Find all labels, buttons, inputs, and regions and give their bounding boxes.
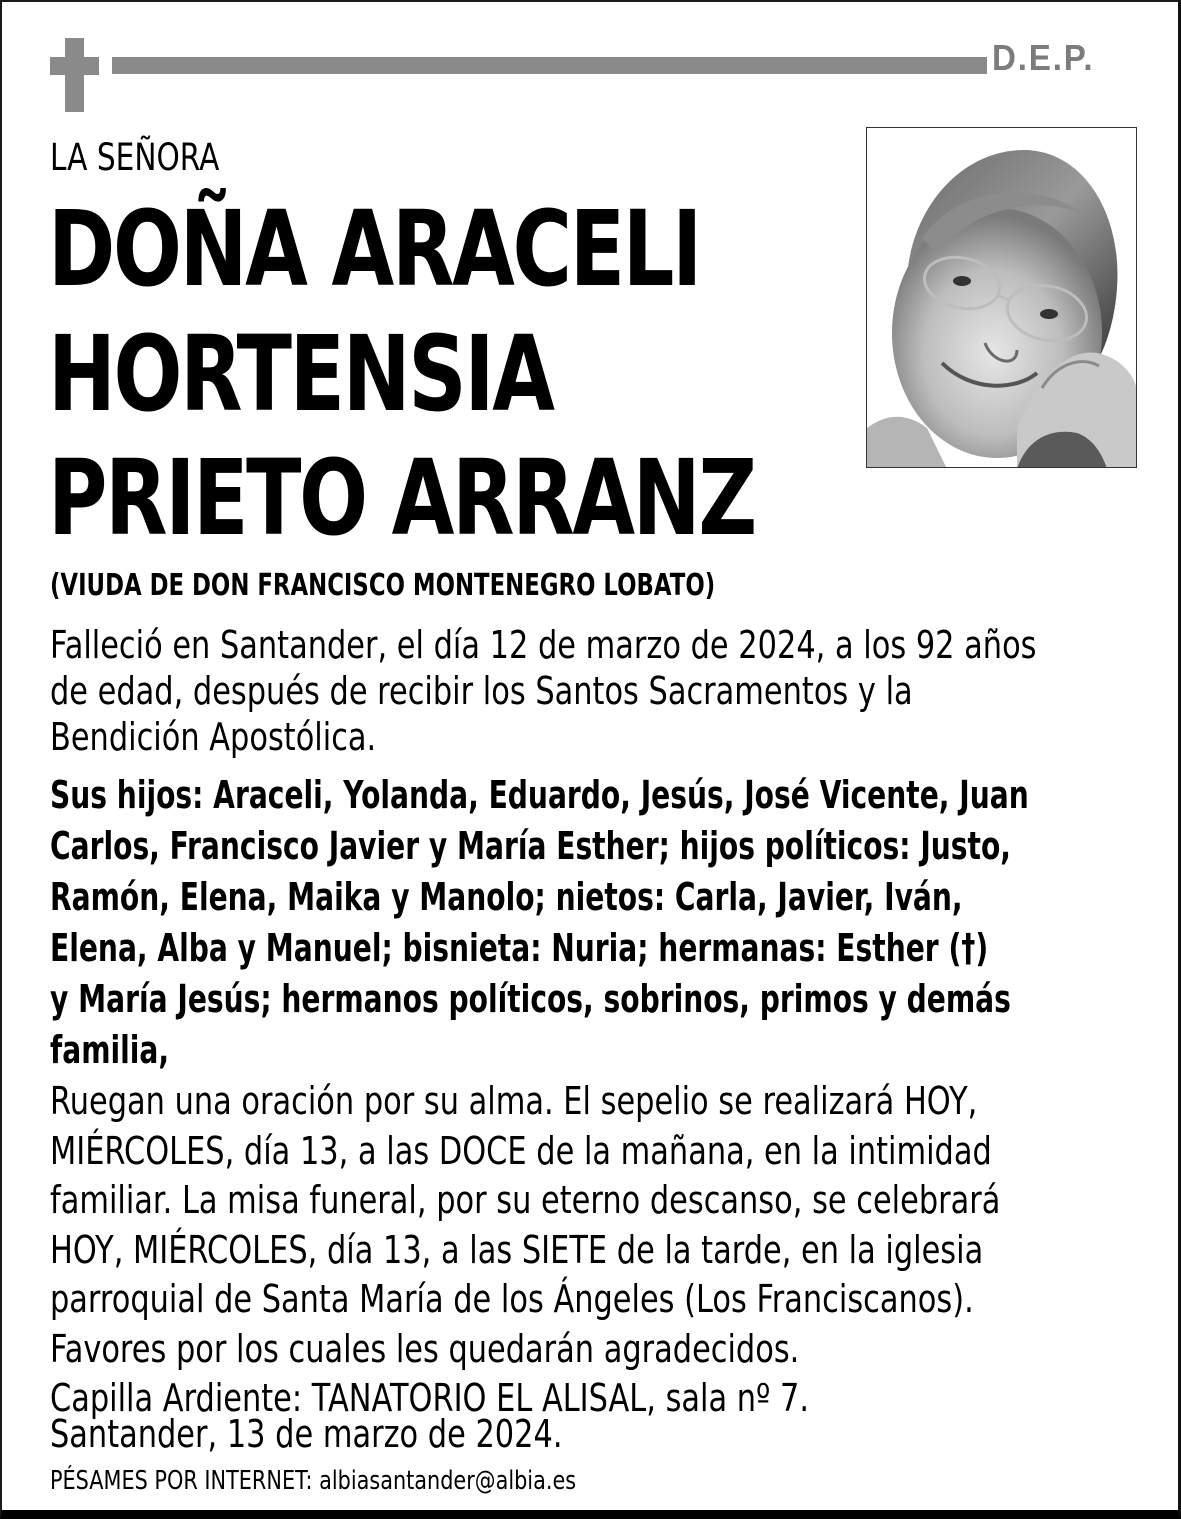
condolences-email[interactable]: albiasantander@albia.es bbox=[319, 1466, 577, 1496]
text-line: Bendición Apostólica. bbox=[50, 715, 377, 759]
portrait-photo bbox=[866, 127, 1137, 468]
text-line: HOY, MIÉRCOLES, día 13, a las SIETE de la tarde, en la iglesia bbox=[50, 1227, 984, 1272]
condolences-line bbox=[50, 1466, 576, 1496]
text-line: Elena, Alba y Manuel; bisnieta: Nuria; hermanas: Esther (†) bbox=[50, 926, 989, 970]
dep-label: D.E.P. bbox=[992, 37, 1095, 78]
text-line: Sus hijos: Araceli, Yolanda, Eduardo, Jesús, José Vicente, Juan bbox=[50, 773, 1029, 817]
cross-icon bbox=[65, 38, 84, 112]
text-line: Ruegan una oración por su alma. El sepelio se realizará HOY, bbox=[50, 1079, 978, 1123]
text-line: familiar. La misa funeral, por su eterno descanso, se celebrará bbox=[50, 1178, 1001, 1222]
widow-of: (VIUDA DE DON FRANCISCO MONTENEGRO LOBATO) bbox=[50, 568, 716, 603]
text-line: Falleció en Santander, el día 12 de marzo de 2024, a los 92 años bbox=[50, 623, 1037, 667]
text-line: parroquial de Santa María de los Ángeles (Los Franciscanos). bbox=[50, 1277, 974, 1321]
text-line: Favores por los cuales les quedarán agradecidos. bbox=[50, 1326, 800, 1371]
text-line: MIÉRCOLES, día 13, a las DOCE de la mañana, en la intimidad bbox=[50, 1128, 992, 1173]
deceased-name-line-3: PRIETO ARRANZ bbox=[48, 437, 755, 559]
text-line: y María Jesús; hermanos políticos, sobrinos, primos y demás bbox=[50, 977, 1011, 1021]
death-notice-paragraph bbox=[50, 622, 1037, 760]
portrait-image bbox=[867, 128, 1137, 468]
header-rule bbox=[112, 57, 987, 74]
text-line: de edad, después de recibir los Santos Sacramentos y la bbox=[50, 669, 913, 713]
text-line: Ramón, Elena, Maika y Manolo; nietos: Carla, Javier, Iván, bbox=[50, 875, 963, 919]
city-date: Santander, 13 de marzo de 2024. bbox=[50, 1412, 563, 1456]
text-line: Capilla Ardiente: TANATORIO EL ALISAL, sala nº 7. bbox=[50, 1376, 810, 1420]
text-line: Carlos, Francisco Javier y María Esther; hijos políticos: Justo, bbox=[50, 824, 1011, 868]
deceased-name-line-2: HORTENSIA bbox=[48, 313, 553, 435]
deceased-name-line-1: DOÑA ARACELI bbox=[48, 188, 700, 310]
cross-icon-crossbar bbox=[50, 57, 99, 75]
service-paragraph bbox=[50, 1077, 1000, 1424]
family-paragraph bbox=[50, 770, 1029, 1076]
title-prefix: LA SEÑORA bbox=[50, 136, 220, 179]
text-line: familia, bbox=[50, 1028, 170, 1072]
condolences-label: PÉSAMES POR INTERNET: bbox=[50, 1466, 313, 1496]
